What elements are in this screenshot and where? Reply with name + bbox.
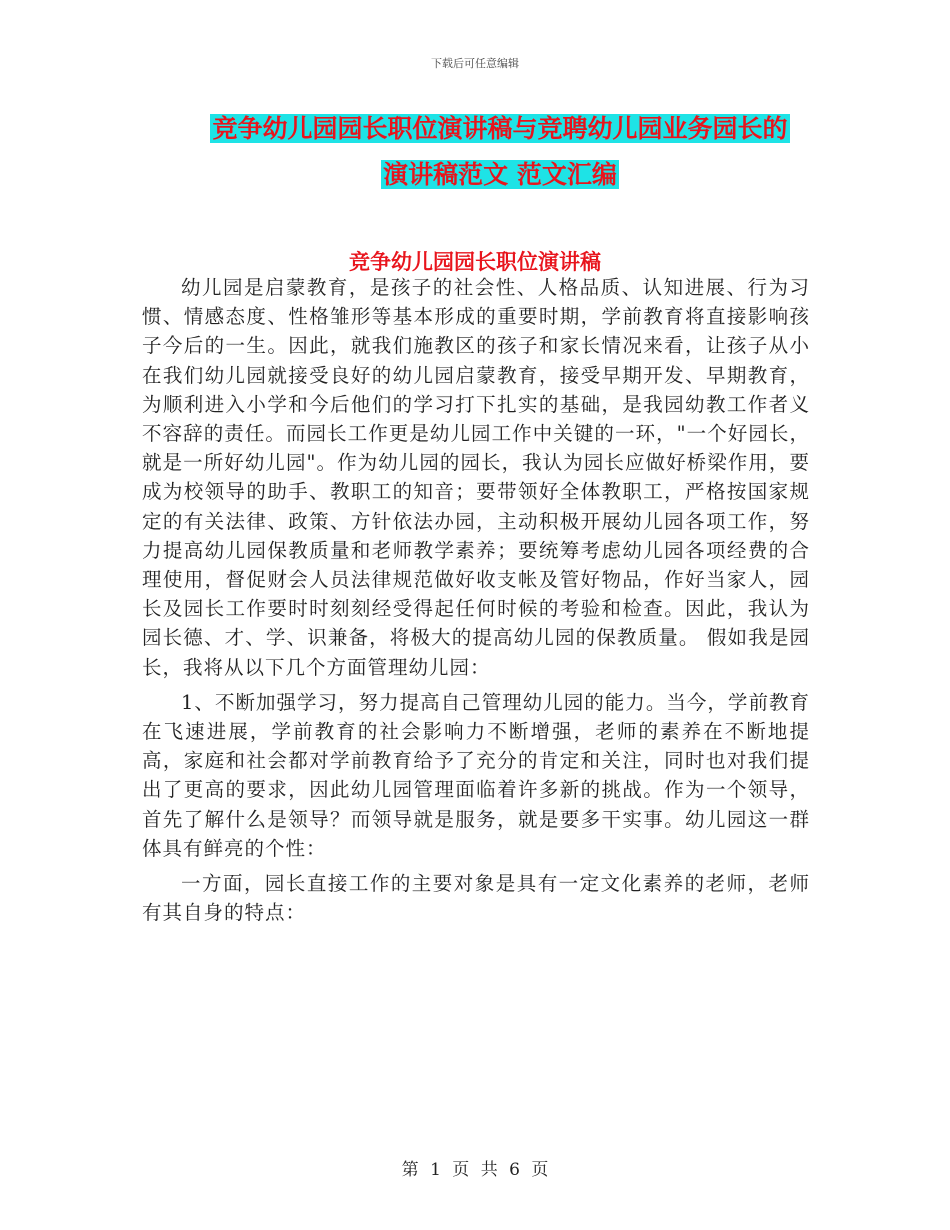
document-title-line-2: 演讲稿范文 范文汇编 — [383, 160, 617, 189]
body-paragraph-point-1: 1、不断加强学习，努力提高自己管理幼儿园的能力。当今，学前教育在飞速进展，学前教育的社会影响力不断增强，老师的素养在不断地提高，家庭和社会都对学前教育给予了充分的肯定和关注，同时也对我们提出了更高的要求，因此幼儿园管理面临着许多新的挑战。作为一个领导，首先了解什么是领导？而领导就是服务，就是要多干实事。幼儿园这一群体具有鲜亮的个性： — [142, 690, 810, 860]
section-title: 竞争幼儿园园长职位演讲稿 — [349, 249, 601, 274]
page-number-footer: 第 1 页 共 6 页 — [401, 1160, 549, 1180]
body-paragraph-aspect: 一方面，园长直接工作的主要对象是具有一定文化素养的老师，老师有其自身的特点： — [142, 872, 810, 925]
page-header-note: 下载后可任意编辑 — [431, 57, 519, 70]
document-title-line-1: 竞争幼儿园园长职位演讲稿与竞聘幼儿园业务园长的 — [212, 114, 788, 143]
body-paragraph-intro: 幼儿园是启蒙教育，是孩子的社会性、人格品质、认知进展、行为习惯、情感态度、性格雏形等基本形成的重要时期，学前教育将直接影响孩子今后的一生。因此，就我们施教区的孩子和家长情况来看，让孩子从小在我们幼儿园就接受良好的幼儿园启蒙教育，接受早期开发、早期教育，为顺利进入小学和今后他们的学习打下扎实的基础，是我园幼教工作者义不容辞的责任。而园长工作更是幼儿园工作中关键的一环，"一个好园长，就是一所好幼儿园"。作为幼儿园的园长，我认为园长应做好桥梁作用，要成为校领导的助手、教职工的知音；要带领好全体教职工，严格按国家规定的有关法律、政策、方针依法办园，主动积极开展幼儿园各项工作，努力提高幼儿园保教质量和老师教学素养；要统筹考虑幼儿园各项经费的合理使用，督促财会人员法律规范做好收支帐及管好物品，作好当家人，园长及园长工作要时时刻刻经受得起任何时候的考验和检查。因此，我认为园长德、才、学、识兼备，将极大的提高幼儿园的保教质量。 假如我是园长，我将从以下几个方面管理幼儿园： — [142, 276, 810, 679]
document-title — [140, 106, 860, 198]
document-body — [142, 273, 810, 933]
